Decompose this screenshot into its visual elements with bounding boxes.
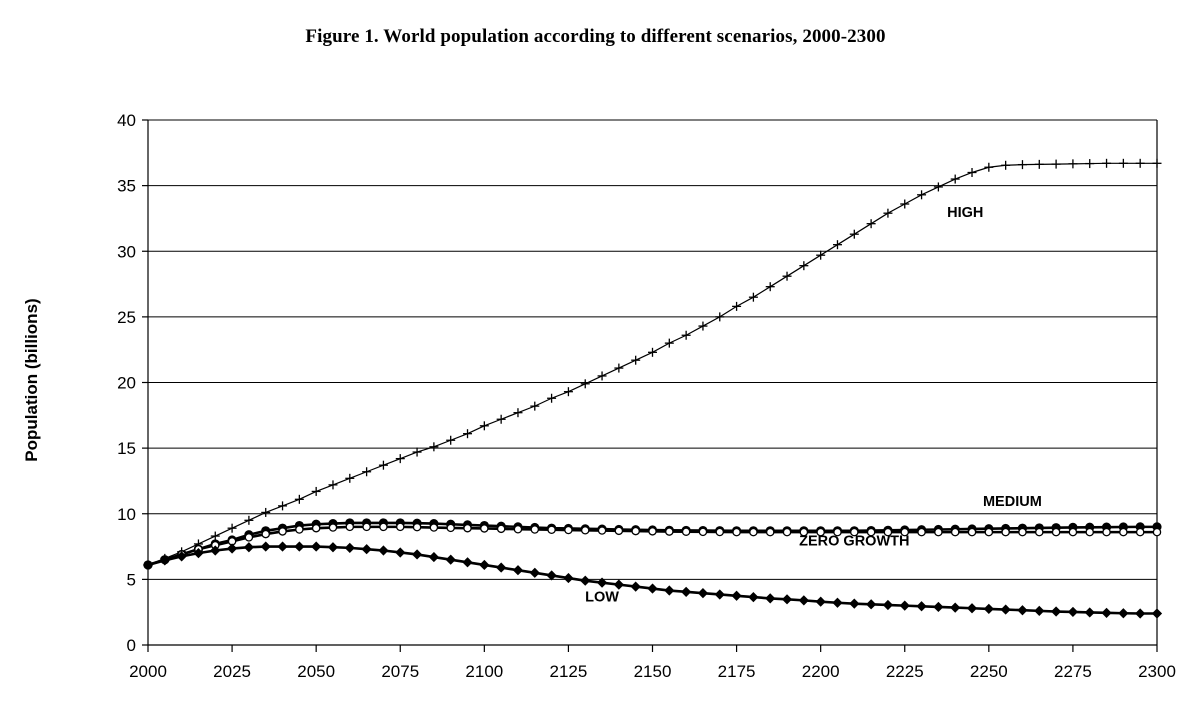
- x-tick-label: 2275: [1054, 662, 1092, 681]
- x-tick-label: 2200: [801, 662, 840, 681]
- y-tick-label: 0: [126, 636, 136, 655]
- y-tick-label: 35: [117, 176, 136, 196]
- population-chart: [0, 70, 1191, 711]
- y-tick-label: 30: [117, 242, 136, 262]
- y-tick-label: 20: [117, 373, 136, 393]
- y-tick-label: 10: [117, 504, 136, 524]
- x-tick-label: 2250: [969, 662, 1008, 681]
- series-label-high: HIGH: [947, 205, 984, 222]
- series-low: [144, 542, 1162, 618]
- series-label-low: LOW: [585, 589, 619, 606]
- x-tick-label: 2150: [633, 662, 672, 681]
- x-tick-label: 2050: [297, 662, 336, 681]
- y-axis-title: Population (billions): [22, 298, 41, 462]
- series-line: [148, 547, 1157, 614]
- y-tick-label: 5: [126, 570, 136, 590]
- x-tick-label: 2000: [129, 662, 167, 681]
- figure-title: Figure 1. World population according to different scenarios, 2000-2300: [305, 26, 886, 47]
- x-tick-label: 2075: [381, 662, 420, 681]
- y-tick-label: 25: [117, 307, 136, 327]
- x-tick-label: 2300: [1138, 662, 1176, 681]
- y-tick-label: 15: [117, 439, 136, 459]
- x-tick-label: 2100: [465, 662, 504, 681]
- series-label-zero-growth: ZERO GROWTH: [799, 533, 910, 550]
- x-tick-label: 2025: [213, 662, 251, 681]
- series-label-medium: MEDIUM: [982, 493, 1042, 510]
- x-tick-label: 2125: [549, 662, 588, 681]
- y-tick-label: 40: [117, 111, 136, 130]
- x-tick-label: 2175: [717, 662, 756, 681]
- x-tick-label: 2225: [885, 662, 924, 681]
- chart-canvas: [0, 70, 1191, 711]
